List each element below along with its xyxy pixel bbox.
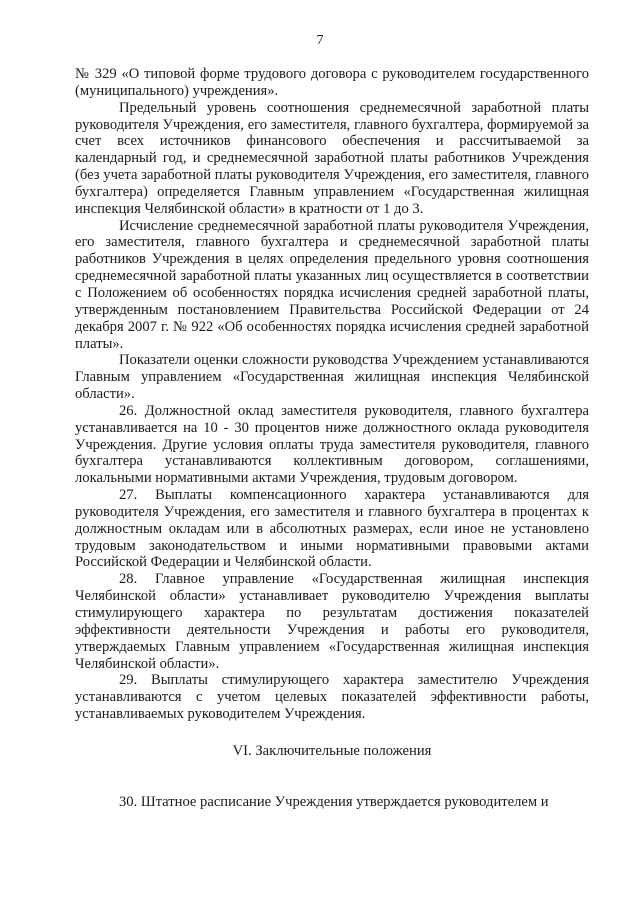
section-title: VI. Заключительные положения xyxy=(232,742,432,759)
document-body xyxy=(75,66,589,811)
paragraph-28: 28. Главное управление «Государственная жилищная инспекция Челябинской области» устанавливает руководителю Учреждения выплаты стимулирующего характера по результатам достижения показателей эффективности деятельности Учреждения и работы его руководителя, утверждаемых Главным управлением «Государственная жилищная инспекция Челябинской области». xyxy=(75,571,589,672)
paragraph-26: 26. Должностной оклад заместителя руководителя, главного бухгалтера устанавливается на 10 - 30 процентов ниже должностного оклада руководителя Учреждения. Другие условия оплаты труда заместителя руководителя, главного бухгалтера устанавливаются коллективным договором, соглашениями, локальными нормативными актами Учреждения, трудовым договором. xyxy=(75,402,589,487)
paragraph-30: 30. Штатное расписание Учреждения утверждается руководителем и xyxy=(119,793,549,810)
page-number: 7 xyxy=(316,33,324,48)
paragraph-29: 29. Выплаты стимулирующего характера заместителю Учреждения устанавливаются с учетом целевых показателей эффективности работы, устанавливаемых руководителем Учреждения. xyxy=(75,672,589,723)
paragraph-complexity-indicators: Показатели оценки сложности руководства Учреждением устанавливаются Главным управлением «Государственная жилищная инспекция Челябинской области». xyxy=(75,352,589,403)
paragraph-salary-calculation: Исчисление среднемесячной заработной платы руководителя Учреждения, его заместителя, главного бухгалтера и среднемесячной заработной платы работников Учреждения в целях определения предельного уровня соотношения среднемесячной заработной платы указанных лиц осуществляется в соответствии с Положением об особенностях порядка исчисления средней заработной платы, утвержденным постановлением Правительства Российской Федерации от 24 декабря 2007 г. № 922 «Об особенностях порядка исчисления средней заработной платы». xyxy=(75,217,589,352)
paragraph-continuation: № 329 «О типовой форме трудового договора с руководителем государственного (муниципального) учреждения». xyxy=(75,66,589,99)
paragraph-27: 27. Выплаты компенсационного характера устанавливаются для руководителя Учреждения, его заместителя и главного бухгалтера в процентах к должностным окладам или в абсолютных размерах, если иное не установлено трудовым законодательством и иными нормативными правовыми актами Российской Федерации и Челябинской области. xyxy=(75,487,589,571)
paragraph-salary-ratio: Предельный уровень соотношения среднемесячной заработной платы руководителя Учреждения, его заместителя, главного бухгалтера, формируемой за счет всех источников финансового обеспечения и рассчитываемой за календарный год, и среднемесячной заработной платы работников Учреждения (без учета заработной платы руководителя Учреждения, его заместителя, главного бухгалтера) определяется Главным управлением «Государственная жилищная инспекция Челябинской области» в кратности от 1 до 3. xyxy=(75,99,589,217)
